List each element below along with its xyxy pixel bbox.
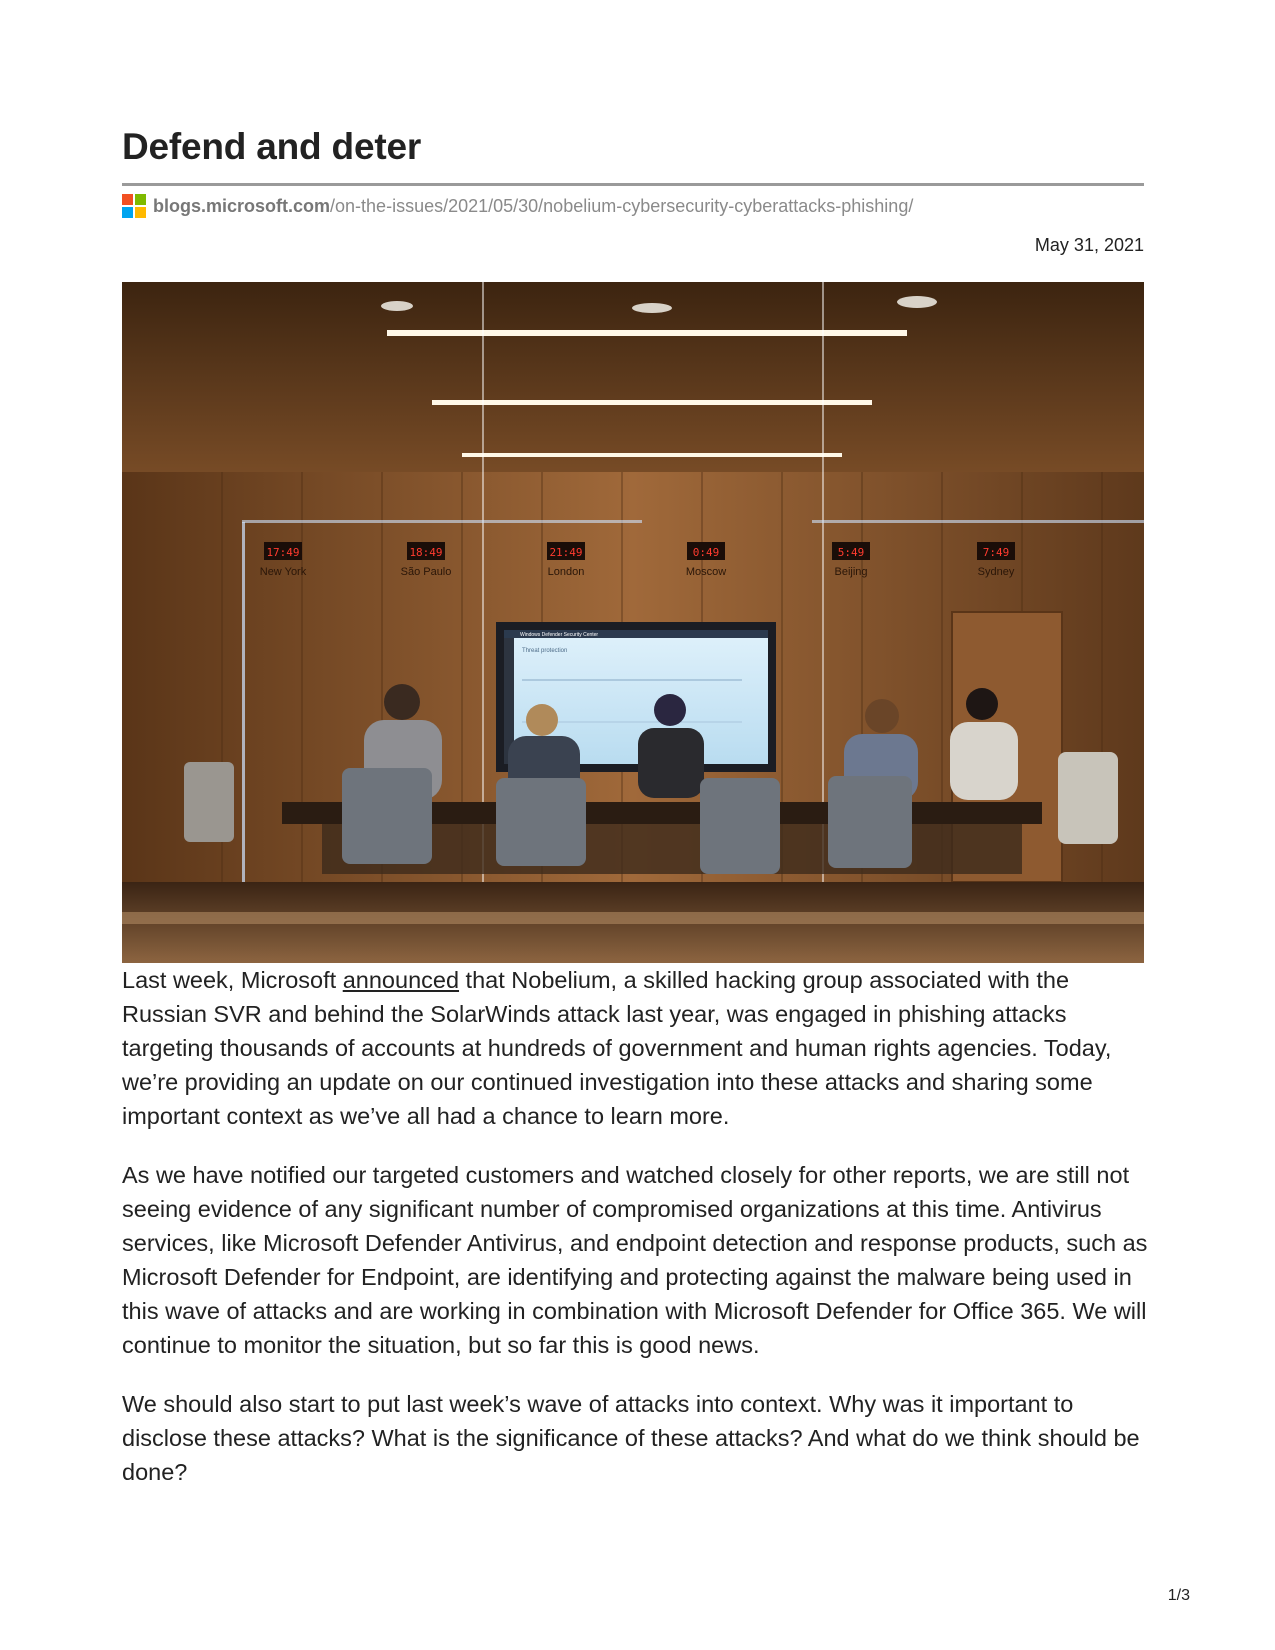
paragraph: We should also start to put last week’s wave of attacks into context. Why was it important to disclose these attacks? What is the significance of these attacks? And what do we think should be done? <box>122 1391 1140 1485</box>
paragraph: Last week, Microsoft announced that Nobelium, a skilled hacking group associated with the Russian SVR and behind the SolarWinds attack last year, was engaged in phishing attacks targeting thousands of accounts at hundreds of government and human rights agencies. Today, we’re providing an update on our continued investigation into these attacks and sharing some important context as we’ve all had a chance to learn more. <box>122 967 1112 1129</box>
clock-time: 0:49 <box>692 546 720 559</box>
clock-time: 7:49 <box>982 546 1010 559</box>
clock-city: São Paulo <box>400 566 452 578</box>
clock-city: Moscow <box>685 566 727 578</box>
article-photo <box>122 282 1144 963</box>
logo-yellow-square <box>135 207 146 218</box>
clock-city: Sydney <box>977 566 1015 578</box>
source-domain: blogs.microsoft.com <box>153 195 331 216</box>
page-number: 1/3 <box>1167 1587 1190 1604</box>
screen-heading: Threat protection <box>522 648 568 654</box>
source-line <box>122 194 913 218</box>
clock-time: 17:49 <box>266 546 300 559</box>
logo-green-square <box>135 194 146 205</box>
clock-time: 5:49 <box>837 546 865 559</box>
clock-city: Beijing <box>834 566 868 578</box>
logo-red-square <box>122 194 133 205</box>
screen-title: Windows Defender Security Center <box>520 632 599 638</box>
title-divider <box>122 183 1144 186</box>
source-url-link[interactable] <box>153 196 913 217</box>
clock-city: New York <box>259 566 307 578</box>
clock-city: London <box>547 566 585 578</box>
announced-link[interactable]: announced <box>342 967 460 993</box>
paragraph: As we have notified our targeted customers and watched closely for other reports, we are still not seeing evidence of any significant number of compromised organizations at this time. Antivirus services, like Microsoft Defender Antivirus, and endpoint detection and response products, such as Microsoft Defender for Endpoint, are identifying and protecting against the malware being used in this wave of attacks and are working in combination with Microsoft Defender for Office 365. We will continue to monitor the situation, but so far this is good news. <box>122 1162 1148 1358</box>
source-path: /on-the-issues/2021/05/30/nobelium-cybersecurity-cyberattacks-phishing/ <box>330 195 914 216</box>
article-body <box>122 963 1152 1514</box>
article-title: Defend and deter <box>122 126 422 167</box>
logo-blue-square <box>122 207 133 218</box>
clock-time: 21:49 <box>549 546 583 559</box>
publish-date: May 31, 2021 <box>1034 235 1144 255</box>
clock-time: 18:49 <box>409 546 443 559</box>
microsoft-logo-icon <box>122 194 146 218</box>
